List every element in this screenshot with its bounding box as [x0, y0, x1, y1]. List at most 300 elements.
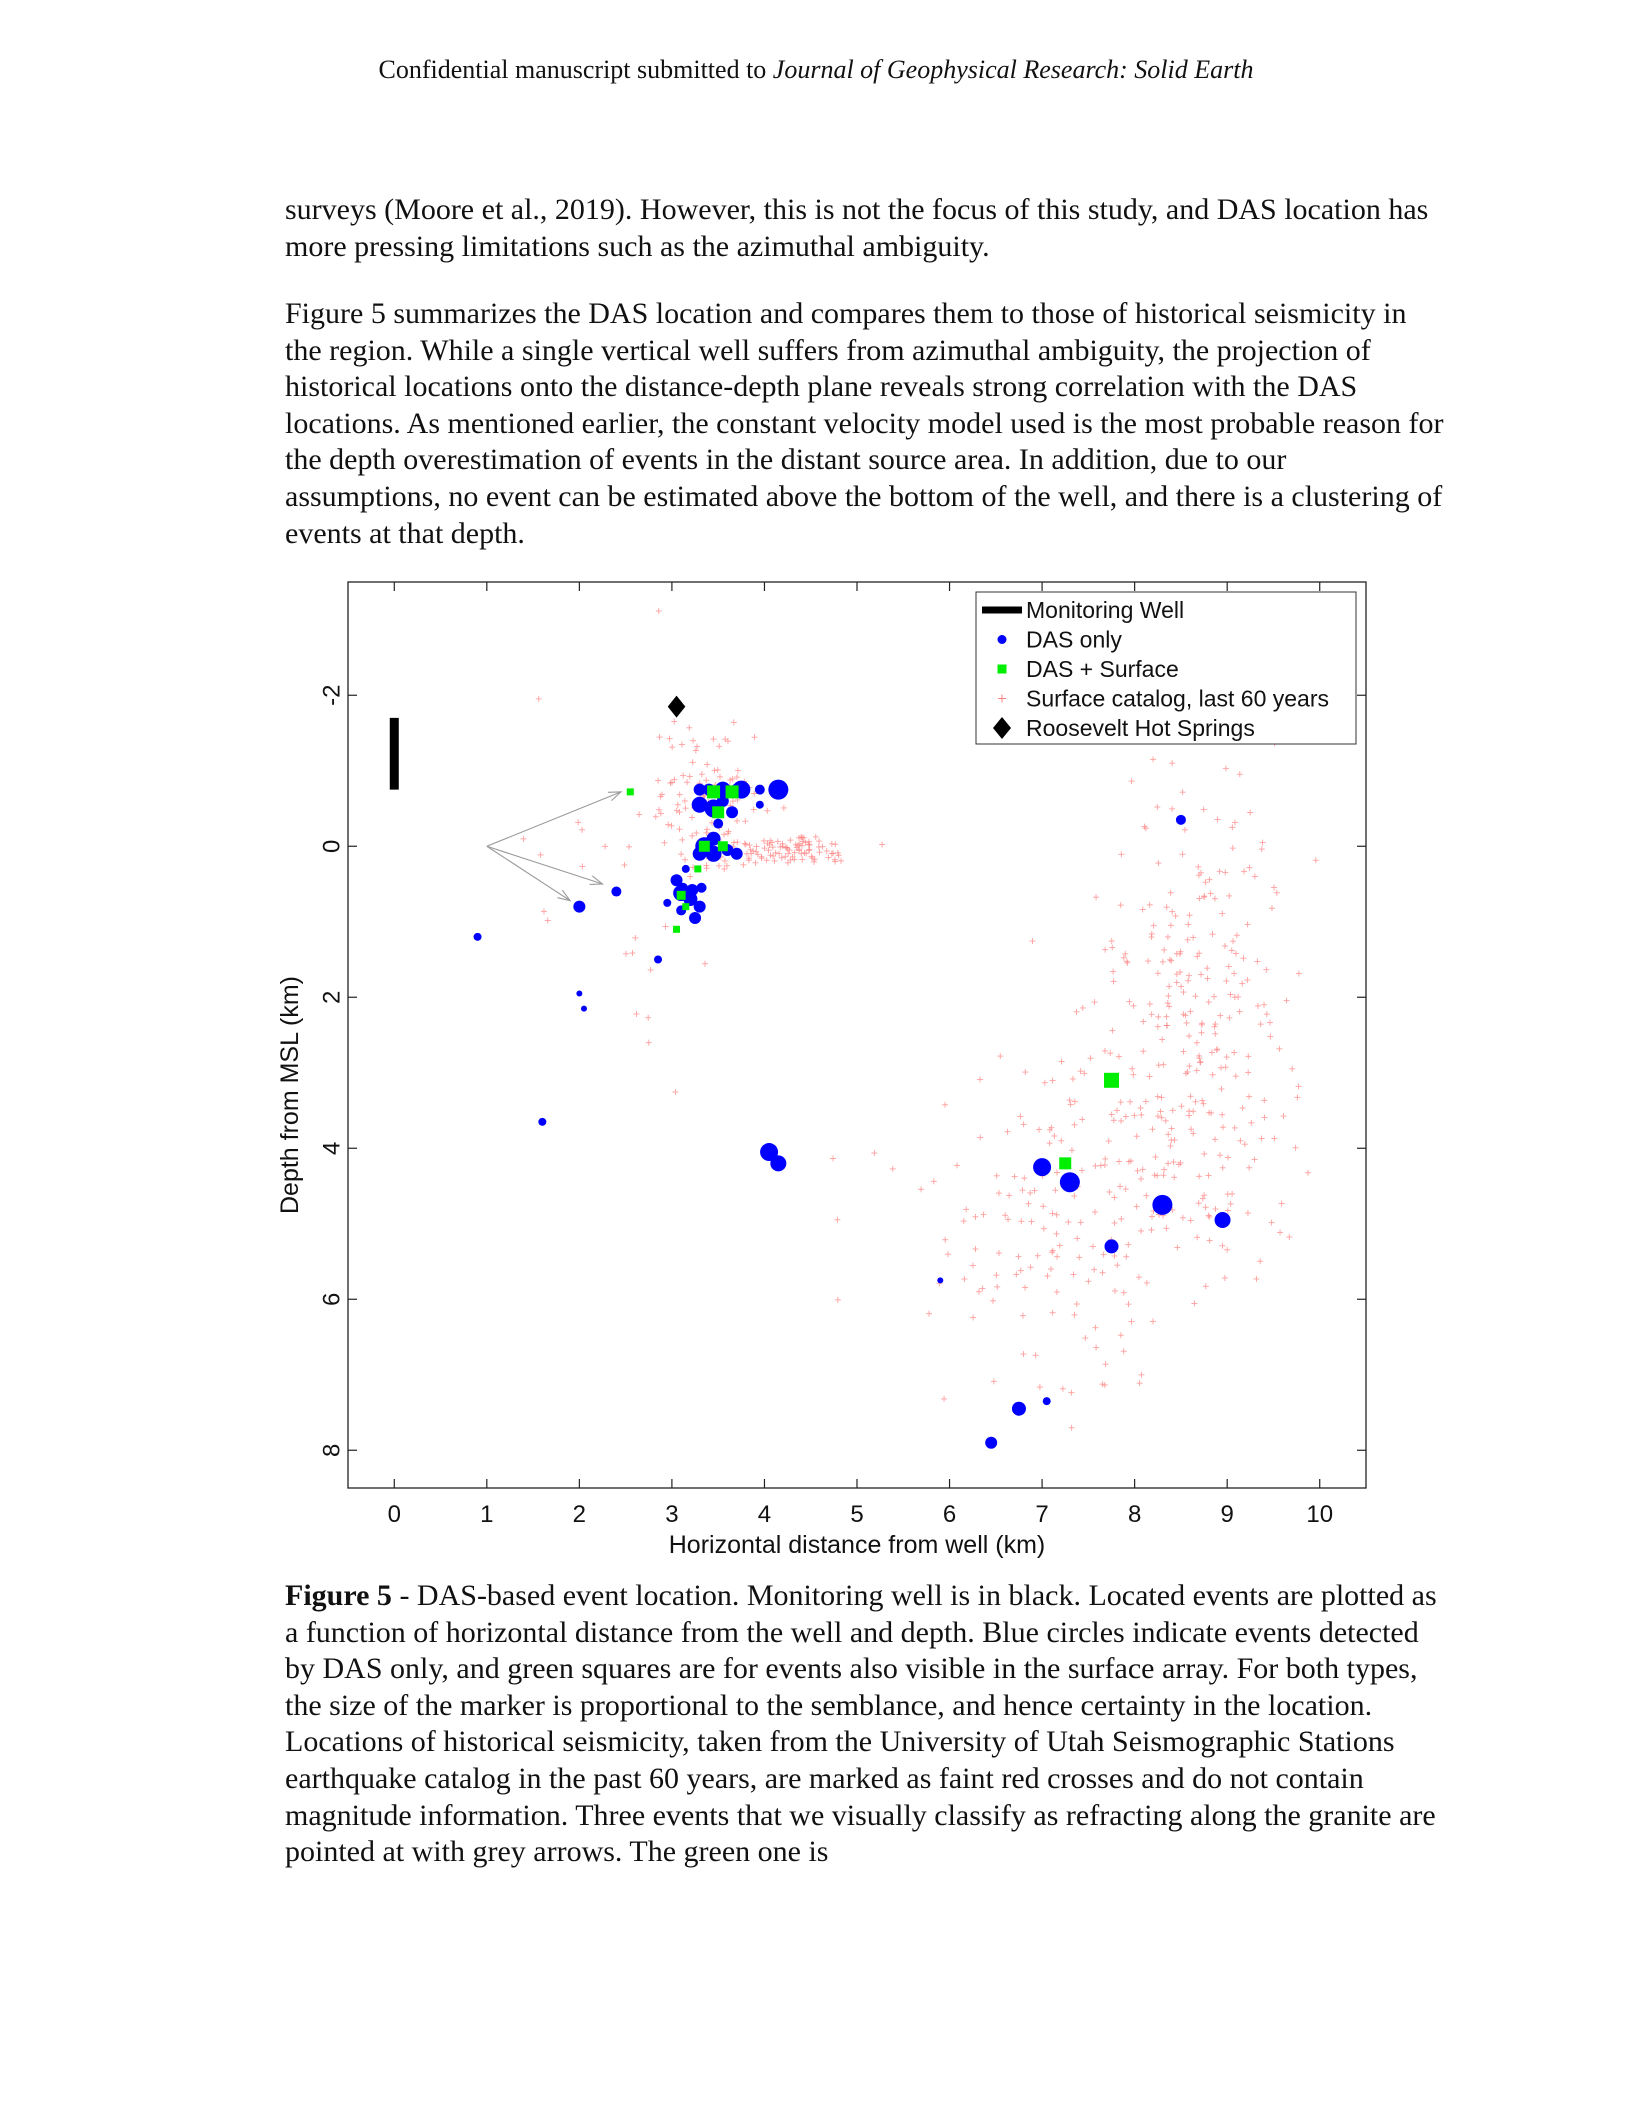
catalog-cross-marker: [680, 773, 686, 779]
catalog-cross-marker: [1225, 1207, 1231, 1213]
das-only-marker: [697, 883, 707, 893]
catalog-cross-marker: [1051, 1133, 1057, 1139]
catalog-cross-marker: [1052, 1187, 1058, 1193]
catalog-cross-marker: [1255, 1003, 1261, 1009]
catalog-cross-marker: [1296, 971, 1302, 977]
catalog-cross-marker: [1117, 1183, 1123, 1189]
catalog-cross-marker: [1259, 846, 1265, 852]
catalog-cross-marker: [1293, 1145, 1299, 1151]
catalog-cross-marker: [1013, 1271, 1019, 1277]
das-only-marker: [576, 990, 582, 996]
catalog-cross-marker: [1135, 1168, 1141, 1174]
catalog-cross-marker: [1267, 1020, 1273, 1026]
catalog-cross-marker: [1060, 1386, 1066, 1392]
catalog-cross-marker: [1203, 879, 1209, 885]
catalog-cross-marker: [690, 738, 696, 744]
catalog-cross-marker: [806, 839, 812, 845]
catalog-cross-marker: [1158, 1108, 1164, 1114]
catalog-cross-marker: [579, 863, 585, 869]
catalog-cross-marker: [1072, 1312, 1078, 1318]
catalog-cross-marker: [1012, 1174, 1018, 1180]
catalog-cross-marker: [1103, 1361, 1109, 1367]
scatter-chart: [270, 570, 1380, 1570]
catalog-cross-marker: [743, 841, 749, 847]
catalog-cross-marker: [1187, 1008, 1193, 1014]
catalog-cross-marker: [812, 856, 818, 862]
catalog-cross-marker: [1118, 1099, 1124, 1105]
catalog-cross-marker: [704, 762, 710, 768]
catalog-cross-marker: [538, 852, 544, 858]
catalog-cross-marker: [1149, 1011, 1155, 1017]
catalog-cross-marker: [1200, 1101, 1206, 1107]
das-only-marker: [1215, 1212, 1231, 1228]
manuscript-header: [0, 55, 1632, 85]
y-tick-label: -2: [318, 684, 346, 706]
catalog-cross-marker: [816, 849, 822, 855]
catalog-cross-marker: [1206, 1213, 1212, 1219]
catalog-cross-marker: [1281, 1113, 1287, 1119]
catalog-cross-marker: [1018, 1218, 1024, 1224]
catalog-cross-marker: [1088, 1055, 1094, 1061]
catalog-cross-marker: [1098, 1162, 1104, 1168]
das-only-marker: [611, 887, 621, 897]
caption-text: - DAS-based event location. Monitoring well is in black. Located events are plotted as a function of horizontal distance from the well and depth. Blue circles indicate events detected by DAS only, and green squares are for events also visible in the surface array. For both types, the size of the marker is proportional to the semblance, and hence certainty in the location. Locations of historical seismicity, taken from the University of Utah Seismographic Stations earthquake catalog in the past 60 years, are marked as faint red crosses and do not contain magnitude information. Three events that we visually classify as refracting along the granite are pointed at with grey arrows. The green one is: [285, 1579, 1437, 1869]
das-only-marker: [768, 780, 788, 800]
catalog-cross-marker: [1170, 1107, 1176, 1113]
catalog-cross-marker: [703, 777, 709, 783]
catalog-cross-marker: [1245, 1210, 1251, 1216]
catalog-cross-marker: [1159, 1115, 1165, 1121]
catalog-cross-marker: [1264, 1011, 1270, 1017]
catalog-cross-marker: [1118, 902, 1124, 908]
catalog-cross-marker: [972, 1246, 978, 1252]
catalog-cross-marker: [1106, 1189, 1112, 1195]
das-only-marker: [713, 819, 723, 829]
das-only-marker: [1105, 1239, 1119, 1253]
catalog-cross-marker: [1054, 1289, 1060, 1295]
catalog-cross-marker: [1143, 1099, 1149, 1105]
catalog-cross-marker: [1160, 959, 1166, 965]
catalog-cross-marker: [1213, 1206, 1219, 1212]
catalog-cross-marker: [1212, 1031, 1218, 1037]
catalog-cross-marker: [1165, 934, 1171, 940]
catalog-cross-marker: [1313, 857, 1319, 863]
catalog-cross-marker: [1219, 1243, 1225, 1249]
catalog-cross-marker: [1183, 1070, 1189, 1076]
y-tick-label: 2: [318, 990, 346, 1004]
catalog-cross-marker: [1092, 999, 1098, 1005]
catalog-cross-marker: [734, 839, 740, 845]
catalog-cross-marker: [918, 1186, 924, 1192]
catalog-cross-marker: [1138, 1372, 1144, 1378]
catalog-cross-marker: [1145, 958, 1151, 964]
catalog-cross-marker: [1123, 1186, 1129, 1192]
catalog-cross-marker: [684, 779, 690, 785]
arrow-layer: [487, 792, 621, 901]
catalog-cross-marker: [1191, 1300, 1197, 1306]
catalog-cross-marker: [1197, 1059, 1203, 1065]
catalog-cross-marker: [1131, 1112, 1137, 1118]
catalog-cross-marker: [991, 1378, 997, 1384]
catalog-cross-marker: [1071, 1193, 1077, 1199]
catalog-cross-marker: [1042, 1080, 1048, 1086]
das-surface-marker: [1104, 1073, 1119, 1088]
x-tick-label: 0: [387, 1501, 401, 1528]
header-prefix: Confidential manuscript submitted to: [378, 55, 773, 84]
catalog-cross-marker: [1020, 1187, 1026, 1193]
catalog-cross-marker: [1057, 1243, 1063, 1249]
catalog-cross-marker: [1111, 1117, 1117, 1123]
catalog-cross-marker: [1212, 1021, 1218, 1027]
body-paragraph-1: surveys (Moore et al., 2019). However, this is not the focus of this study, and DAS location has more pressing limitations such as the azimuthal ambiguity.: [285, 193, 1429, 263]
catalog-cross-marker: [1129, 1066, 1135, 1072]
catalog-cross-marker: [1271, 1136, 1277, 1142]
das-only-marker: [581, 1006, 587, 1012]
catalog-cross-marker: [1053, 1231, 1059, 1237]
catalog-cross-marker: [1155, 1113, 1161, 1119]
das-only-marker: [474, 933, 482, 941]
catalog-cross-marker: [1102, 1162, 1108, 1168]
das-only-marker: [1152, 1195, 1172, 1215]
catalog-cross-marker: [1069, 1147, 1075, 1153]
catalog-cross-marker: [1072, 1099, 1078, 1105]
granite-refraction-arrow: [487, 846, 603, 884]
catalog-cross-marker: [1102, 947, 1108, 953]
catalog-cross-marker: [1230, 845, 1236, 851]
catalog-cross-marker: [1223, 978, 1229, 984]
catalog-cross-marker: [1296, 1083, 1302, 1089]
catalog-cross-marker: [1185, 937, 1191, 943]
catalog-cross-marker: [994, 1284, 1000, 1290]
catalog-cross-marker: [1093, 894, 1099, 900]
catalog-cross-marker: [1180, 1215, 1186, 1221]
catalog-cross-marker: [663, 923, 669, 929]
catalog-cross-marker: [1185, 978, 1191, 984]
catalog-cross-marker: [1148, 1227, 1154, 1233]
catalog-cross-marker: [1018, 1268, 1024, 1274]
catalog-cross-marker: [1155, 1024, 1161, 1030]
catalog-cross-marker: [1201, 894, 1207, 900]
catalog-cross-marker: [1161, 1167, 1167, 1173]
catalog-cross-marker: [799, 857, 805, 863]
catalog-cross-marker: [1237, 771, 1243, 777]
catalog-cross-marker: [1029, 1219, 1035, 1225]
catalog-cross-marker: [1020, 1351, 1026, 1357]
catalog-cross-marker: [1194, 1040, 1200, 1046]
catalog-cross-marker: [1178, 1103, 1184, 1109]
catalog-cross-marker: [1257, 1258, 1263, 1264]
catalog-cross-marker: [824, 848, 830, 854]
catalog-cross-marker: [1079, 1116, 1085, 1122]
catalog-cross-marker: [1212, 896, 1218, 902]
catalog-cross-marker: [830, 850, 836, 856]
catalog-cross-marker: [942, 1237, 948, 1243]
catalog-cross-marker: [1047, 1140, 1053, 1146]
catalog-cross-marker: [1073, 1009, 1079, 1015]
y-tick-label: 0: [318, 839, 346, 853]
catalog-cross-marker: [1284, 998, 1290, 1004]
catalog-cross-marker: [993, 1272, 999, 1278]
catalog-cross-marker: [1002, 1212, 1008, 1218]
catalog-cross-marker: [1093, 1344, 1099, 1350]
catalog-cross-marker: [1219, 1112, 1225, 1118]
catalog-cross-marker: [1178, 1160, 1184, 1166]
catalog-cross-marker: [520, 836, 526, 842]
roosevelt-hot-springs-marker: [668, 696, 686, 718]
catalog-cross-marker: [1054, 1254, 1060, 1260]
catalog-cross-marker: [1184, 1020, 1190, 1026]
catalog-cross-marker: [816, 838, 822, 844]
catalog-cross-marker: [1076, 1254, 1082, 1260]
catalog-cross-marker: [1267, 1034, 1273, 1040]
catalog-cross-marker: [1116, 1159, 1122, 1165]
catalog-cross-marker: [1198, 971, 1204, 977]
catalog-cross-marker: [646, 1040, 652, 1046]
catalog-cross-marker: [710, 736, 716, 742]
catalog-cross-marker: [1222, 869, 1228, 875]
y-axis-label: Depth from MSL (km): [276, 975, 304, 1215]
x-tick-label: 5: [850, 1501, 864, 1528]
catalog-cross-marker: [1134, 1133, 1140, 1139]
catalog-cross-marker: [1194, 1067, 1200, 1073]
catalog-cross-marker: [1163, 1118, 1169, 1124]
catalog-cross-marker: [1155, 970, 1161, 976]
catalog-cross-marker: [1174, 1245, 1180, 1251]
catalog-cross-marker: [1110, 968, 1116, 974]
catalog-cross-marker: [1054, 1212, 1060, 1218]
catalog-cross-marker: [1167, 957, 1173, 963]
catalog-cross-marker: [704, 826, 710, 832]
catalog-cross-marker: [1164, 904, 1170, 910]
y-tick-label: 6: [318, 1292, 346, 1306]
catalog-cross-marker: [1181, 989, 1187, 995]
catalog-cross-marker: [1170, 1159, 1176, 1165]
catalog-cross-marker: [1199, 1030, 1205, 1036]
catalog-cross-marker: [1143, 825, 1149, 831]
catalog-cross-marker: [1260, 840, 1266, 846]
catalog-cross-marker: [961, 1218, 967, 1224]
catalog-cross-marker: [746, 842, 752, 848]
catalog-cross-marker: [996, 1190, 1002, 1196]
das-surface-marker: [699, 841, 710, 852]
catalog-cross-marker: [1226, 963, 1232, 969]
catalog-cross-marker: [1049, 1249, 1055, 1255]
catalog-cross-marker: [1220, 1124, 1226, 1130]
catalog-cross-marker: [997, 1053, 1003, 1059]
catalog-cross-marker: [1244, 977, 1250, 983]
catalog-cross-marker: [1158, 1095, 1164, 1101]
catalog-cross-marker: [1155, 1014, 1161, 1020]
catalog-cross-marker: [1223, 1064, 1229, 1070]
catalog-cross-marker: [734, 818, 740, 824]
catalog-cross-marker: [1205, 976, 1211, 982]
catalog-cross-marker: [1125, 1242, 1131, 1248]
catalog-cross-marker: [1036, 1127, 1042, 1133]
catalog-cross-marker: [1241, 868, 1247, 874]
catalog-cross-marker: [721, 832, 727, 838]
y-tick-label: 8: [318, 1443, 346, 1457]
catalog-cross-marker: [690, 759, 696, 765]
catalog-cross-marker: [1109, 938, 1115, 944]
catalog-cross-marker: [1017, 1113, 1023, 1119]
catalog-cross-marker: [1196, 1173, 1202, 1179]
catalog-cross-marker: [1156, 1062, 1162, 1068]
catalog-cross-marker: [1101, 1252, 1107, 1258]
catalog-cross-marker: [1237, 1009, 1243, 1015]
catalog-cross-marker: [536, 696, 542, 702]
catalog-cross-marker: [1164, 1023, 1170, 1029]
catalog-cross-marker: [1050, 1248, 1056, 1254]
catalog-cross-marker: [679, 837, 685, 843]
catalog-cross-marker: [1186, 1063, 1192, 1069]
catalog-cross-marker: [1138, 1112, 1144, 1118]
catalog-cross-marker: [1044, 1273, 1050, 1279]
catalog-cross-marker: [926, 1311, 932, 1317]
catalog-cross-marker: [1126, 1301, 1132, 1307]
catalog-cross-marker: [970, 1263, 976, 1269]
x-tick-label: 3: [665, 1501, 679, 1528]
catalog-cross-marker: [1092, 1209, 1098, 1215]
catalog-cross-marker: [816, 844, 822, 850]
catalog-cross-marker: [813, 834, 819, 840]
catalog-cross-marker: [1102, 1156, 1108, 1162]
das-surface-marker: [673, 926, 680, 933]
catalog-cross-marker: [1069, 1425, 1075, 1431]
catalog-cross-marker: [1212, 1024, 1218, 1030]
catalog-cross-marker: [1074, 1301, 1080, 1307]
catalog-cross-marker: [1150, 756, 1156, 762]
catalog-cross-marker: [1258, 1021, 1264, 1027]
catalog-cross-marker: [687, 874, 693, 880]
catalog-cross-marker: [1207, 1238, 1213, 1244]
das-only-marker: [756, 801, 764, 809]
catalog-cross-marker: [636, 811, 642, 817]
catalog-cross-marker: [972, 1214, 978, 1220]
catalog-cross-marker: [1232, 994, 1238, 1000]
catalog-cross-marker: [829, 841, 835, 847]
y-tick-label: 4: [318, 1141, 346, 1155]
catalog-cross-marker: [1211, 994, 1217, 1000]
catalog-cross-marker: [772, 858, 778, 864]
catalog-cross-marker: [633, 1011, 639, 1017]
catalog-cross-marker: [1165, 1131, 1171, 1137]
catalog-cross-marker: [1252, 873, 1258, 879]
catalog-cross-marker: [1029, 938, 1035, 944]
catalog-cross-marker: [1140, 1166, 1146, 1172]
catalog-cross-marker: [806, 846, 812, 852]
das-only-marker: [1033, 1158, 1051, 1176]
catalog-cross-marker: [1090, 1243, 1096, 1249]
catalog-cross-marker: [1215, 816, 1221, 822]
catalog-cross-marker: [1111, 1194, 1117, 1200]
catalog-cross-marker: [1022, 1285, 1028, 1291]
x-tick-label: 2: [572, 1501, 587, 1528]
das-surface-marker: [627, 788, 634, 795]
catalog-cross-marker: [648, 967, 654, 973]
catalog-cross-marker: [545, 917, 551, 923]
catalog-cross-marker: [1149, 1214, 1155, 1220]
catalog-cross-marker: [1127, 1099, 1133, 1105]
catalog-cross-marker: [1174, 980, 1180, 986]
catalog-cross-marker: [1222, 1275, 1228, 1281]
catalog-cross-marker: [1173, 913, 1179, 919]
catalog-cross-marker: [1210, 1072, 1216, 1078]
catalog-cross-marker: [1152, 1154, 1158, 1160]
das-only-marker: [689, 912, 701, 924]
catalog-cross-marker: [1232, 820, 1238, 826]
das-only-marker: [1060, 1172, 1080, 1192]
catalog-cross-marker: [1118, 1118, 1124, 1124]
journal-name: Journal of Geophysical Research: Solid Earth: [772, 55, 1254, 84]
catalog-cross-marker: [1016, 1254, 1022, 1260]
catalog-cross-marker: [1261, 1115, 1267, 1121]
catalog-cross-marker: [1130, 1072, 1136, 1078]
catalog-cross-marker: [1116, 1054, 1122, 1060]
catalog-cross-marker: [1085, 1278, 1091, 1284]
catalog-cross-marker: [1070, 1076, 1076, 1082]
legend-label: Monitoring Well: [1026, 597, 1185, 623]
catalog-cross-marker: [702, 961, 708, 967]
catalog-cross-marker: [1123, 1254, 1129, 1260]
catalog-cross-marker: [1247, 810, 1253, 816]
catalog-cross-marker: [838, 858, 844, 864]
catalog-cross-marker: [832, 841, 838, 847]
legend-label: DAS only: [1026, 626, 1122, 653]
catalog-cross-marker: [1118, 851, 1124, 857]
catalog-cross-marker: [1138, 1176, 1144, 1182]
catalog-cross-marker: [1229, 1191, 1235, 1197]
catalog-cross-marker: [961, 1276, 967, 1282]
catalog-cross-marker: [1204, 965, 1210, 971]
catalog-cross-marker: [742, 818, 748, 824]
catalog-cross-marker: [1185, 1069, 1191, 1075]
catalog-cross-marker: [1245, 921, 1251, 927]
catalog-cross-marker: [1269, 905, 1275, 911]
catalog-cross-marker: [541, 908, 547, 914]
catalog-cross-marker: [1200, 1196, 1206, 1202]
catalog-cross-marker: [1147, 902, 1153, 908]
catalog-cross-marker: [655, 778, 661, 784]
catalog-cross-marker: [623, 951, 629, 957]
catalog-cross-marker: [990, 1298, 996, 1304]
catalog-cross-marker: [890, 1166, 896, 1172]
catalog-cross-marker: [1271, 885, 1277, 891]
catalog-cross-marker: [1201, 1192, 1207, 1198]
catalog-cross-marker: [1178, 983, 1184, 989]
catalog-cross-marker: [980, 1212, 986, 1218]
catalog-cross-marker: [1222, 943, 1228, 949]
catalog-cross-marker: [1168, 890, 1174, 896]
catalog-cross-marker: [671, 718, 677, 724]
catalog-cross-marker: [1168, 922, 1174, 928]
catalog-cross-marker: [1206, 1173, 1212, 1179]
catalog-cross-marker: [1020, 1313, 1026, 1319]
catalog-cross-marker: [1276, 1046, 1282, 1052]
catalog-cross-marker: [1192, 993, 1198, 999]
catalog-cross-marker: [776, 851, 782, 857]
catalog-cross-marker: [1289, 1066, 1295, 1072]
catalog-cross-marker: [1078, 1219, 1084, 1225]
catalog-cross-marker: [1208, 891, 1214, 897]
catalog-cross-marker: [1021, 1121, 1027, 1127]
figure-caption: [285, 1578, 1445, 1871]
catalog-cross-marker: [712, 767, 718, 773]
catalog-cross-marker: [1217, 1152, 1223, 1158]
catalog-cross-marker: [945, 1251, 951, 1257]
catalog-cross-marker: [683, 805, 689, 811]
catalog-cross-marker: [1121, 955, 1127, 961]
catalog-cross-marker: [1082, 1335, 1088, 1341]
